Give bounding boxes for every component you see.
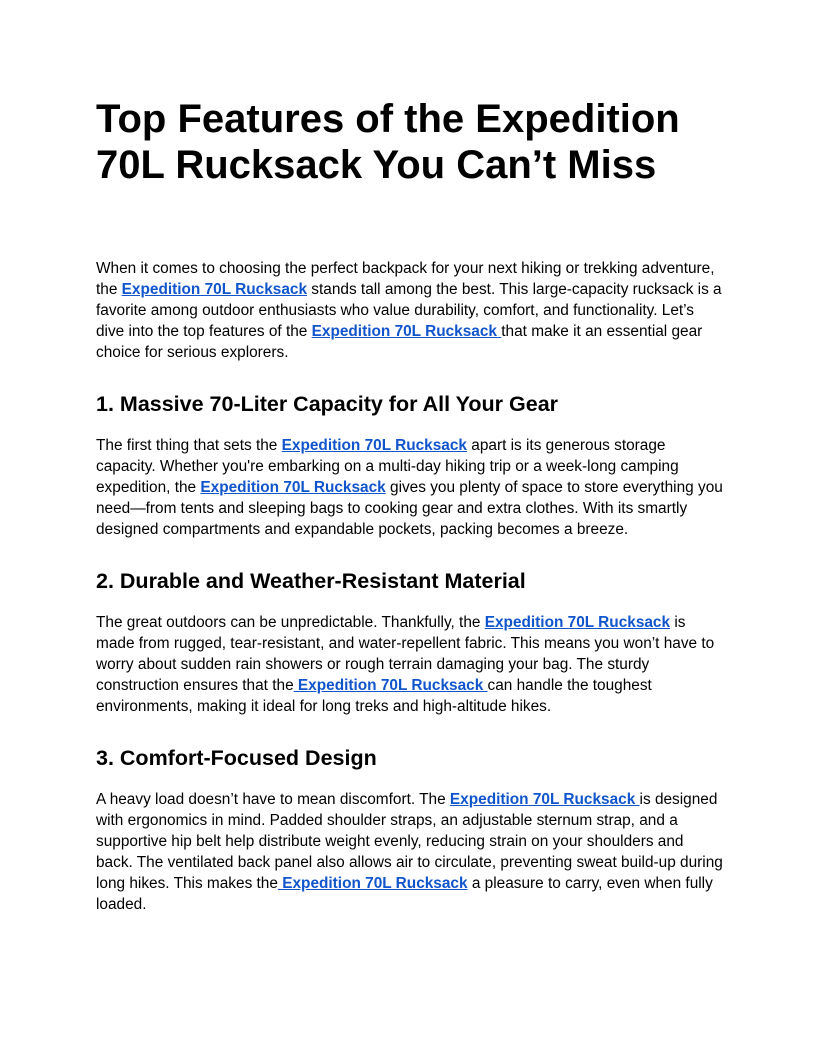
intro-text-1: When it comes to choosing the perfect backpack for your next hiking or trekking adventure, the [96, 260, 715, 298]
section-1-paragraph [96, 435, 724, 540]
rucksack-link[interactable]: Expedition 70L Rucksack [311, 323, 502, 340]
rucksack-link[interactable]: Expedition 70L Rucksack [484, 614, 671, 631]
intro-text-3: that make it an essential gear choice for serious explorers. [96, 323, 703, 361]
rucksack-link[interactable]: Expedition 70L Rucksack [293, 677, 488, 694]
rucksack-link[interactable]: Expedition 70L Rucksack [277, 875, 468, 892]
section-2-paragraph [96, 612, 724, 717]
page-title: Top Features of the Expedition 70L Rucksack You Can’t Miss [96, 97, 680, 187]
intro-text-2: stands tall among the best. This large-capacity rucksack is a favorite among outdoor enthusiasts who value durability, comfort, and functionality. Let’s dive into the top features of the [96, 281, 722, 340]
rucksack-link[interactable]: Expedition 70L Rucksack [200, 479, 386, 496]
section-2-heading: 2. Durable and Weather-Resistant Material [96, 569, 526, 593]
rucksack-link[interactable]: Expedition 70L Rucksack [121, 281, 308, 298]
intro-paragraph [96, 258, 724, 363]
section-2-text-2: is made from rugged, tear-resistant, and water-repellent fabric. This means you won’t have to worry about sudden rain showers or rough terrain damaging your bag. The sturdy construction ensures that the [96, 614, 715, 694]
section-2-text-1: The great outdoors can be unpredictable. Thankfully, the [96, 614, 485, 631]
document-page [96, 96, 724, 915]
section-1-text-3: gives you plenty of space to store everything you need—from tents and sleeping bags to cooking gear and extra clothes. With its smartly designed compartments and expandable pockets, packing becomes a breeze. [96, 479, 723, 538]
section-3-paragraph [96, 789, 724, 915]
section-3-text-2: is designed with ergonomics in mind. Padded shoulder straps, an adjustable sternum strap, and a supportive hip belt help distribute weight evenly, reducing strain on your shoulders and back. The ventilated back panel also allows air to circulate, preventing sweat build-up during long hikes. This makes the [96, 791, 723, 892]
section-1-text-1: The first thing that sets the [96, 437, 282, 454]
section-1-heading: 1. Massive 70-Liter Capacity for All Your Gear [96, 392, 559, 416]
section-2-text-3: can handle the toughest environments, making it ideal for long treks and high-altitude hikes. [96, 677, 652, 715]
rucksack-link[interactable]: Expedition 70L Rucksack [281, 437, 467, 454]
section-3-heading: 3. Comfort-Focused Design [96, 746, 377, 770]
section-1-text-2: apart is its generous storage capacity. Whether you're embarking on a multi-day hiking trip or a week-long camping expedition, the [96, 437, 679, 496]
section-3-text-1: A heavy load doesn’t have to mean discomfort. The [96, 791, 450, 808]
rucksack-link[interactable]: Expedition 70L Rucksack [449, 791, 640, 808]
section-3-text-3: a pleasure to carry, even when fully loaded. [96, 875, 713, 913]
